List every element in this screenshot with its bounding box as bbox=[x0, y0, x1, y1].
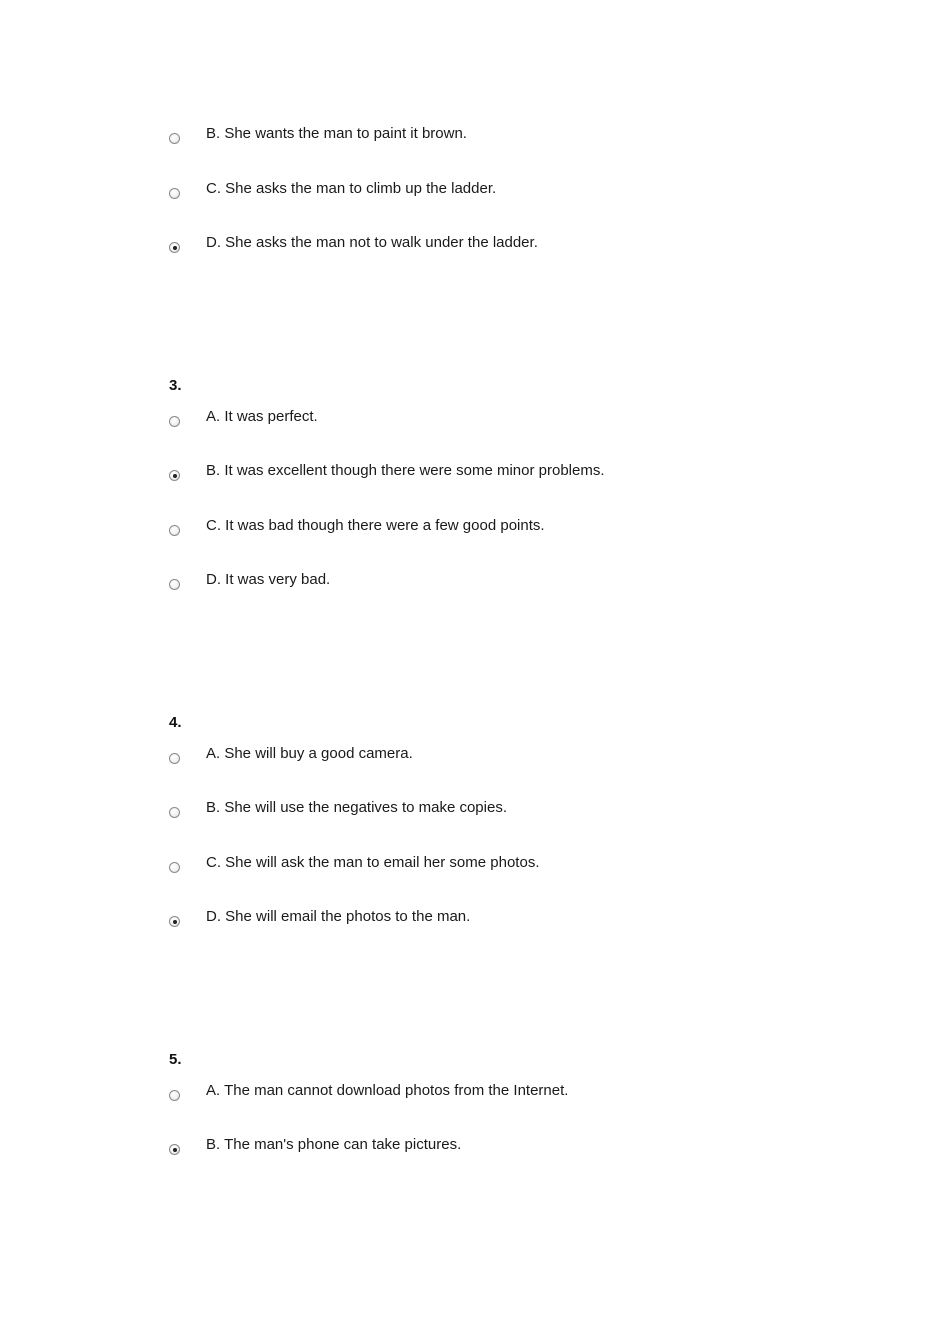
option-4c[interactable] bbox=[169, 854, 869, 878]
option-3b[interactable] bbox=[169, 462, 869, 486]
option-3a[interactable] bbox=[169, 408, 869, 432]
radio-icon[interactable] bbox=[169, 133, 180, 144]
option-label: D. It was very bad. bbox=[206, 571, 331, 588]
option-5a[interactable] bbox=[169, 1082, 869, 1106]
option-label: C. She asks the man to climb up the ladder. bbox=[206, 180, 497, 197]
option-4a[interactable] bbox=[169, 745, 869, 769]
option-label: B. The man's phone can take pictures. bbox=[206, 1136, 462, 1153]
radio-checked-icon[interactable] bbox=[169, 916, 180, 927]
radio-checked-icon[interactable] bbox=[169, 470, 180, 481]
option-3c[interactable] bbox=[169, 517, 869, 541]
radio-checked-icon[interactable] bbox=[169, 1144, 180, 1155]
option-label: A. She will buy a good camera. bbox=[206, 745, 413, 762]
radio-icon[interactable] bbox=[169, 525, 180, 536]
option-label: D. She asks the man not to walk under the ladder. bbox=[206, 234, 538, 251]
question-number: 3. bbox=[169, 377, 182, 394]
option-2c[interactable] bbox=[169, 180, 869, 204]
radio-icon[interactable] bbox=[169, 579, 180, 590]
option-label: B. It was excellent though there were some minor problems. bbox=[206, 462, 605, 479]
radio-icon[interactable] bbox=[169, 416, 180, 427]
question-number: 4. bbox=[169, 714, 182, 731]
option-4b[interactable] bbox=[169, 799, 869, 823]
option-label: D. She will email the photos to the man. bbox=[206, 908, 471, 925]
radio-icon[interactable] bbox=[169, 1090, 180, 1101]
option-label: C. It was bad though there were a few good points. bbox=[206, 517, 545, 534]
radio-icon[interactable] bbox=[169, 188, 180, 199]
option-3d[interactable] bbox=[169, 571, 869, 595]
option-label: A. The man cannot download photos from the Internet. bbox=[206, 1082, 569, 1099]
radio-icon[interactable] bbox=[169, 862, 180, 873]
option-label: B. She will use the negatives to make copies. bbox=[206, 799, 507, 816]
option-label: C. She will ask the man to email her some photos. bbox=[206, 854, 540, 871]
radio-icon[interactable] bbox=[169, 807, 180, 818]
question-number: 5. bbox=[169, 1051, 182, 1068]
option-label: A. It was perfect. bbox=[206, 408, 318, 425]
radio-icon[interactable] bbox=[169, 753, 180, 764]
radio-checked-icon[interactable] bbox=[169, 242, 180, 253]
option-label: B. She wants the man to paint it brown. bbox=[206, 125, 467, 142]
option-5b[interactable] bbox=[169, 1136, 869, 1160]
option-4d[interactable] bbox=[169, 908, 869, 932]
option-2d[interactable] bbox=[169, 234, 869, 258]
option-2b[interactable] bbox=[169, 125, 869, 149]
